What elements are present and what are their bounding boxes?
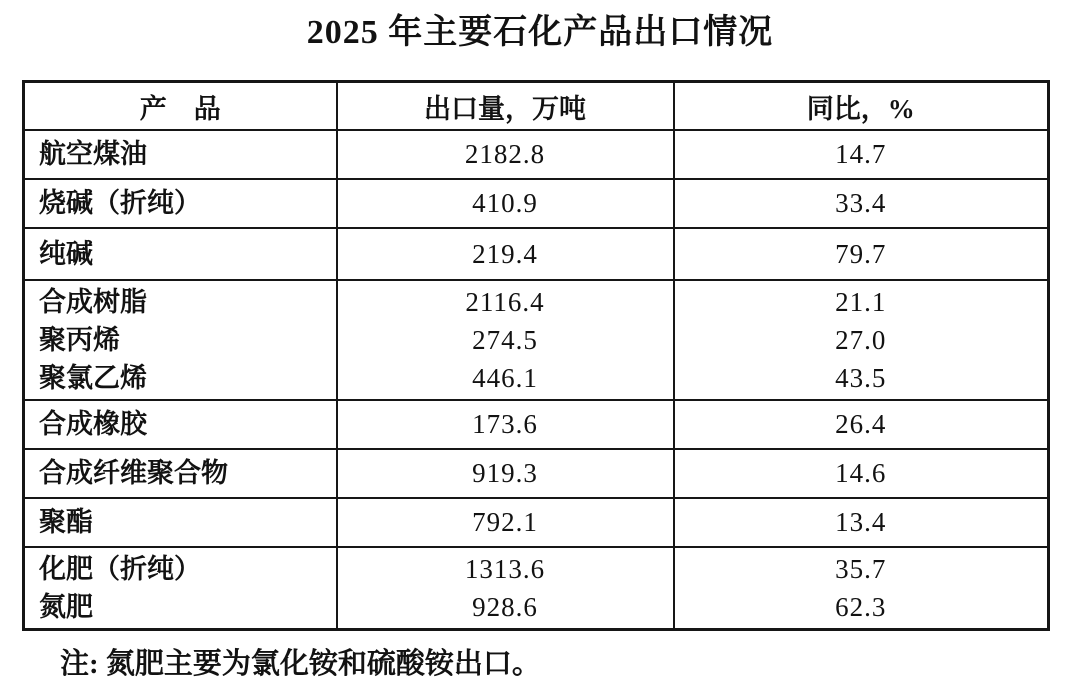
yoy-cell [674,449,1049,498]
header-volume: 出口量，万吨 [337,82,674,131]
product-name-sub: 聚丙烯 [39,325,120,355]
product-cell [24,449,337,498]
volume-value: 2116.4 [465,287,545,317]
product-cell [24,280,337,400]
yoy-value: 35.7 [835,554,887,584]
yoy-value: 14.6 [835,458,887,488]
volume-cell [337,449,674,498]
yoy-value: 79.7 [835,239,887,269]
table-row [24,400,1049,449]
volume-value: 919.3 [472,458,538,488]
product-name-sub: 氮肥 [39,592,93,622]
yoy-value: 62.3 [835,592,887,622]
yoy-value: 26.4 [835,409,887,439]
yoy-value: 21.1 [835,287,887,317]
yoy-cell [674,228,1049,280]
yoy-value: 13.4 [835,507,887,537]
yoy-cell [674,547,1049,630]
product-cell [24,400,337,449]
product-cell [24,130,337,179]
product-name-sub: 聚氯乙烯 [39,363,147,393]
yoy-cell [674,130,1049,179]
product-name: 聚酯 [39,507,93,537]
product-cell [24,498,337,547]
product-name: 合成纤维聚合物 [39,458,228,488]
table-row [24,130,1049,179]
product-name: 烧碱（折纯） [39,188,201,218]
volume-value: 446.1 [472,363,538,393]
product-name: 合成橡胶 [39,409,147,439]
table-row [24,449,1049,498]
yoy-cell [674,280,1049,400]
volume-value: 274.5 [472,325,538,355]
yoy-value: 14.7 [835,139,887,169]
yoy-value: 33.4 [835,188,887,218]
volume-value: 2182.8 [464,139,546,169]
volume-cell [337,400,674,449]
volume-value: 928.6 [472,592,538,622]
volume-value: 792.1 [472,507,538,537]
yoy-cell [674,498,1049,547]
product-cell [24,228,337,280]
header-product: 产 品 [24,82,337,131]
table-row [24,498,1049,547]
product-cell [24,179,337,228]
volume-cell [337,228,674,280]
volume-cell [337,547,674,630]
yoy-value: 43.5 [835,363,887,393]
volume-value: 219.4 [472,239,538,269]
volume-value: 410.9 [472,188,538,218]
product-name: 航空煤油 [39,139,147,169]
volume-cell [337,130,674,179]
table-row [24,228,1049,280]
table-row-group [24,547,1049,630]
table-row [24,179,1049,228]
product-name: 合成树脂 [39,287,147,317]
yoy-cell [674,400,1049,449]
product-name: 化肥（折纯） [39,554,201,584]
volume-value: 173.6 [472,409,538,439]
table-header-row [24,82,1049,131]
volume-cell [337,280,674,400]
yoy-value: 27.0 [835,325,887,355]
note-text: 注: 氮肥主要为氯化铵和硫酸铵出口。 [60,648,541,680]
product-name: 纯碱 [39,239,93,269]
export-table [22,80,1050,631]
table-row-group [24,280,1049,400]
page-title: 2025 年主要石化产品出口情况 [306,14,774,51]
product-cell [24,547,337,630]
header-yoy: 同比，% [674,82,1049,131]
volume-cell [337,498,674,547]
volume-cell [337,179,674,228]
volume-value: 1313.6 [464,554,546,584]
yoy-cell [674,179,1049,228]
